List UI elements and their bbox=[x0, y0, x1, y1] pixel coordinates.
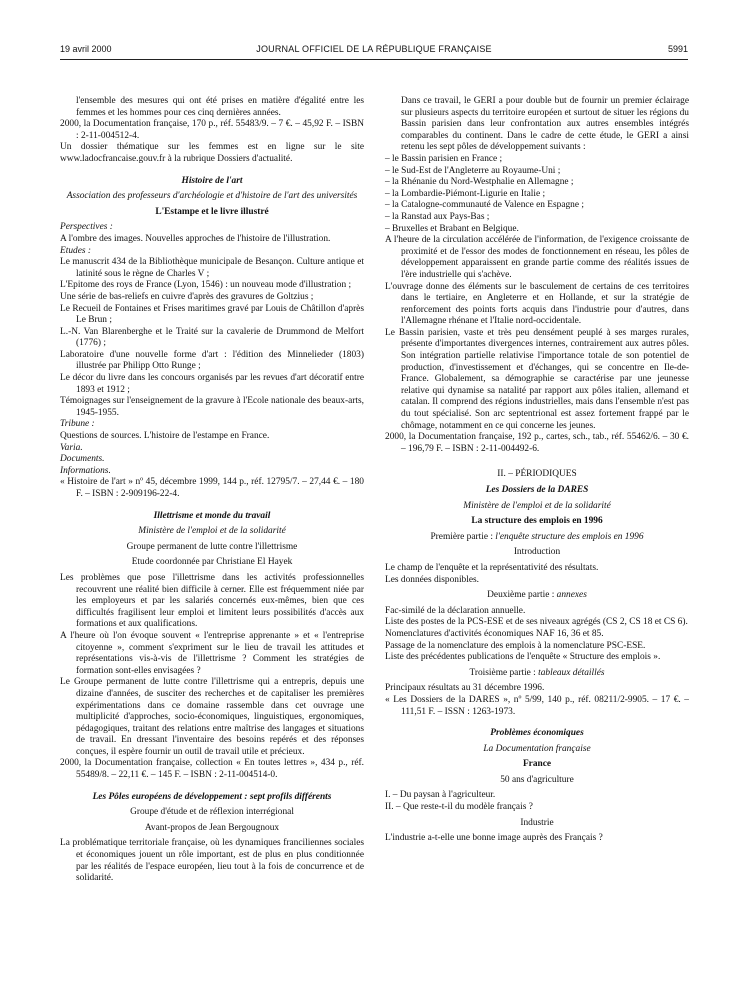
toc-label: Perspectives : bbox=[60, 222, 113, 233]
publication-info: « Histoire de l'art » nº 45, décembre 1999, 144 p., réf. 12795/7. – 27,44 €. – 180 F. – ISBN : 2-909196-22-4. bbox=[60, 477, 364, 499]
publication-info: 2000, la Documentation française, collection « En toutes lettres », 434 p., réf. 55489/8. – 22,11 €. – 145 F. – ISBN : 2-11-004514-0. bbox=[60, 758, 364, 781]
section-heading: II. – PÉRIODIQUES bbox=[497, 469, 577, 480]
toc-item: Une série de bas-reliefs en cuivre d'après des gravures de Goltzius ; bbox=[60, 291, 314, 302]
part-heading: Deuxième partie : annexes bbox=[487, 590, 587, 601]
work-title: France bbox=[522, 759, 552, 770]
section-author: Ministère de l'emploi et de la solidarité bbox=[138, 526, 286, 537]
list-item: Liste des précédentes publications de l'enquête « Structure des emplois ». bbox=[385, 652, 661, 663]
publication-info: 2000, la Documentation française, 192 p., cartes, sch., tab., réf. 55462/6. – 30 €. – 196,79 F. – ISBN : 2-11-004492-6. bbox=[385, 432, 689, 454]
list-item: Le champ de l'enquête et la représentativité des résultats. bbox=[385, 562, 599, 573]
toc-item: L.-N. Van Blarenberghe et le Traité sur la cavalerie de Drummond de Melfort (1776) ; bbox=[60, 326, 364, 349]
toc-item: Questions de sources. L'histoire de l'estampe en France. bbox=[60, 431, 270, 442]
list-item: – la Lombardie-Piémont-Ligurie en Italie ; bbox=[385, 188, 546, 199]
list-item: Fac-similé de la déclaration annuelle. bbox=[385, 605, 526, 616]
body-paragraph: Le Bassin parisien, vaste et très peu densément peuplé à ses marges rurales, présente d'importantes divergences internes, contrairement aux autres pôles. Son intégration partielle relativise l'importance totale de son potentiel de production, d'investissement et d'échanges, qui se concentre en Ile-de-France. Globalement, sa démographie se caractérise par une jeunesse relative qui dynamise sa natalité par rapport aux pôles italien, allemand et catalan. Il comprend des régions industrielles, mais dans l'ensemble n'est pas du tout spécialisé. Son arc septentrional est assez fortement frappé par le chômage, notamment en ce qui concerne les jeunes. bbox=[385, 327, 689, 431]
body-paragraph: Dans ce travail, le GERI a pour double but de fournir un premier éclairage sur plusieurs aspects du territoire européen et surtout de situer les régions du Bassin parisien dans leur confrontation aux autres ensembles intégrés comparables du continent. Dans le cadre de cette étude, le GERI a ainsi retenu les sept pôles de développement suivants : bbox=[401, 96, 689, 153]
list-item: Les données disponibles. bbox=[385, 574, 479, 585]
section-heading: Problèmes économiques bbox=[490, 728, 584, 739]
dossier-note: Un dossier thématique sur les femmes est en ligne sur le site www.ladocfrancaise.gouv.fr à la rubrique Dossiers d'actualité. bbox=[60, 142, 364, 164]
header-rule bbox=[60, 59, 688, 60]
section-heading: Les Dossiers de la DARES bbox=[485, 485, 589, 495]
toc-item: A l'ombre des images. Nouvelles approches de l'histoire de l'illustration. bbox=[60, 233, 331, 244]
body-paragraph: Les problèmes que pose l'illettrisme dans les activités professionnelles recouvrent une réalité bien difficile à cerner. Elle est fréquemment niée par les employeurs et par les salariés concernés eux-mêmes, bien que ces difficultés fragilisent leur emploi et limitent leurs possibilités d'accès aux formations et aux qualifications. bbox=[60, 572, 364, 630]
toc-item: Le décor du livre dans les concours organisés par les revues d'art décoratif entre 1893 et 1912 ; bbox=[60, 373, 364, 395]
section-author: Ministère de l'emploi et de la solidarité bbox=[463, 500, 611, 511]
header-date: 19 avril 2000 bbox=[60, 44, 112, 54]
toc-label: Informations. bbox=[60, 465, 111, 476]
list-item: – le Sud-Est de l'Angleterre au Royaume-Uni ; bbox=[385, 165, 561, 176]
section-editor: Avant-propos de Jean Bergougnoux bbox=[144, 822, 280, 833]
body-paragraph: L'ouvrage donne des éléments sur le basculement de certains de ces territoires dans le tertiaire, en Angleterre et en Hollande, et sur la stratégie de renforcement des points forts acquis dans l'industrie pour d'autres, dans l'Allemagne rhénane et l'Italie nord-occidentale. bbox=[385, 281, 689, 327]
list-item: – la Catalogne-communauté de Valence en Espagne ; bbox=[385, 200, 584, 211]
part-heading: Troisième partie : tableaux détaillés bbox=[469, 667, 605, 678]
subsection-heading: Introduction bbox=[513, 547, 561, 558]
intro-text: l'ensemble des mesures qui ont été prises en matière d'égalité entre les femmes et les hommes pour ces cinq dernières années. bbox=[76, 96, 364, 118]
list-item: Liste des postes de la PCS-ESE et de ses niveaux agrégés (CS 2, CS 18 et CS 6). bbox=[385, 617, 688, 628]
work-title: L'Estampe et le livre illustré bbox=[155, 206, 269, 217]
list-item: – la Rhénanie du Nord-Westphalie en Allemagne ; bbox=[385, 177, 574, 188]
toc-label: Documents. bbox=[60, 454, 105, 465]
list-item: Principaux résultats au 31 décembre 1996. bbox=[385, 683, 545, 694]
poles-list bbox=[385, 154, 689, 235]
page-header bbox=[60, 44, 688, 58]
list-item: I. – Du paysan à l'agriculteur. bbox=[385, 790, 496, 801]
toc-item: Le Recueil de Fontaines et Frises maritimes gravé par Louis de Châtillon d'après Le Brun ; bbox=[60, 303, 364, 326]
header-page-number: 5991 bbox=[667, 44, 688, 54]
list-item: II. – Que reste-t-il du modèle français ? bbox=[385, 802, 533, 813]
body-paragraph: Le Groupe permanent de lutte contre l'illettrisme qui a entrepris, depuis une dizaine d'années, de susciter des recherches et de capitaliser les premières expérimentations dans ce domaine rassemble dans cet ouvrage une multiplicité d'approches, socio-économiques, linguistiques, ergonomiques, pédagogiques, traitant des relations entre maîtrise des langages et situations de travail. En dressant l'inventaire des besoins repérés et des réponses conçues, il espère fournir un outil de travail utile et précieux. bbox=[60, 677, 364, 757]
toc-item: Le manuscrit 434 de la Bibliothèque municipale de Besançon. Culture antique et latinité sous le règne de Charles V ; bbox=[60, 257, 364, 279]
work-title: La structure des emplois en 1996 bbox=[471, 516, 603, 527]
section-author: La Documentation française bbox=[483, 743, 591, 754]
section-author: Groupe d'étude et de réflexion interrégional bbox=[130, 807, 294, 818]
toc-item: Laboratoire d'une nouvelle forme d'art : l'édition des Minnelieder (1803) illustrée par Philipp Otto Runge ; bbox=[60, 349, 364, 372]
section-heading: Les Pôles européens de développement : sept profils différents bbox=[92, 791, 332, 802]
section-editor: Etude coordonnée par Christiane El Hayek bbox=[131, 557, 293, 568]
header-title: JOURNAL OFFICIEL DE LA RÉPUBLIQUE FRANÇAISE bbox=[256, 44, 492, 54]
body-paragraph: La problématique territoriale française, où les dynamiques franciliennes sociales et économiques jouent un rôle important, est de plus en plus conditionnée par les réalités de l'espace européen, lieu tout à la fois de concurrence et de solidarité. bbox=[60, 838, 364, 884]
left-column bbox=[60, 96, 364, 885]
publication-info: « Les Dossiers de la DARES », nº 5/99, 140 p., réf. 08211/2-9905. – 17 €. – 111,51 F. – ISSN : 1263-1973. bbox=[385, 694, 689, 717]
list-item: Passage de la nomenclature des emplois à la nomenclature PSC-ESE. bbox=[385, 640, 646, 651]
toc-label: Varia. bbox=[60, 442, 83, 453]
subsection-heading: Industrie bbox=[520, 817, 554, 828]
section-author: Association des professeurs d'archéologie et d'histoire de l'art des universités bbox=[66, 191, 358, 202]
toc-item: L'Epitome des roys de France (Lyon, 1546) : un nouveau mode d'illustration ; bbox=[60, 280, 352, 291]
subsection-heading: 50 ans d'agriculture bbox=[500, 774, 574, 785]
toc-label: Etudes : bbox=[60, 245, 91, 256]
body-paragraph: A l'heure de la circulation accélérée de l'information, de l'exigence croissante de proximité et de l'essor des modes de fonctionnement en réseau, les pôles de développement apparaissent en grande partie comme des réalités issues de l'ère industrielle qui s'achève. bbox=[385, 235, 689, 280]
list-item: – le Bassin parisien en France ; bbox=[385, 153, 503, 164]
toc-item: Témoignages sur l'enseignement de la gravure à l'Ecole nationale des beaux-arts, 1945-1955. bbox=[60, 396, 364, 418]
publication-info: 2000, la Documentation française, 170 p., réf. 55483/9. – 7 €. – 45,92 F. – ISBN : 2-11-004512-4. bbox=[60, 119, 364, 141]
right-column bbox=[385, 96, 689, 845]
section-subauthor: Groupe permanent de lutte contre l'illettrisme bbox=[126, 541, 298, 552]
body-paragraph: A l'heure où l'on évoque souvent « l'entreprise apprenante » et « l'entreprise citoyenne », comment s'expriment sur le lieu de travail les attitudes et représentations vis-à-vis de l'illettrisme ? Comment les stratégies de formation sont-elles envisagées ? bbox=[60, 630, 364, 676]
toc-label: Tribune : bbox=[60, 419, 95, 430]
section-heading: Illettrisme et monde du travail bbox=[153, 510, 271, 521]
part-heading: Première partie : l'enquête structure des emplois en 1996 bbox=[430, 531, 644, 542]
list-item: Nomenclatures d'activités économiques NAF 16, 36 et 85. bbox=[385, 628, 604, 639]
list-item: – Bruxelles et Brabant en Belgique. bbox=[385, 223, 519, 234]
list-item: L'industrie a-t-elle une bonne image auprès des Français ? bbox=[385, 833, 603, 844]
section-heading: Histoire de l'art bbox=[181, 175, 243, 186]
list-item: – la Ranstad aux Pays-Bas ; bbox=[385, 211, 490, 222]
